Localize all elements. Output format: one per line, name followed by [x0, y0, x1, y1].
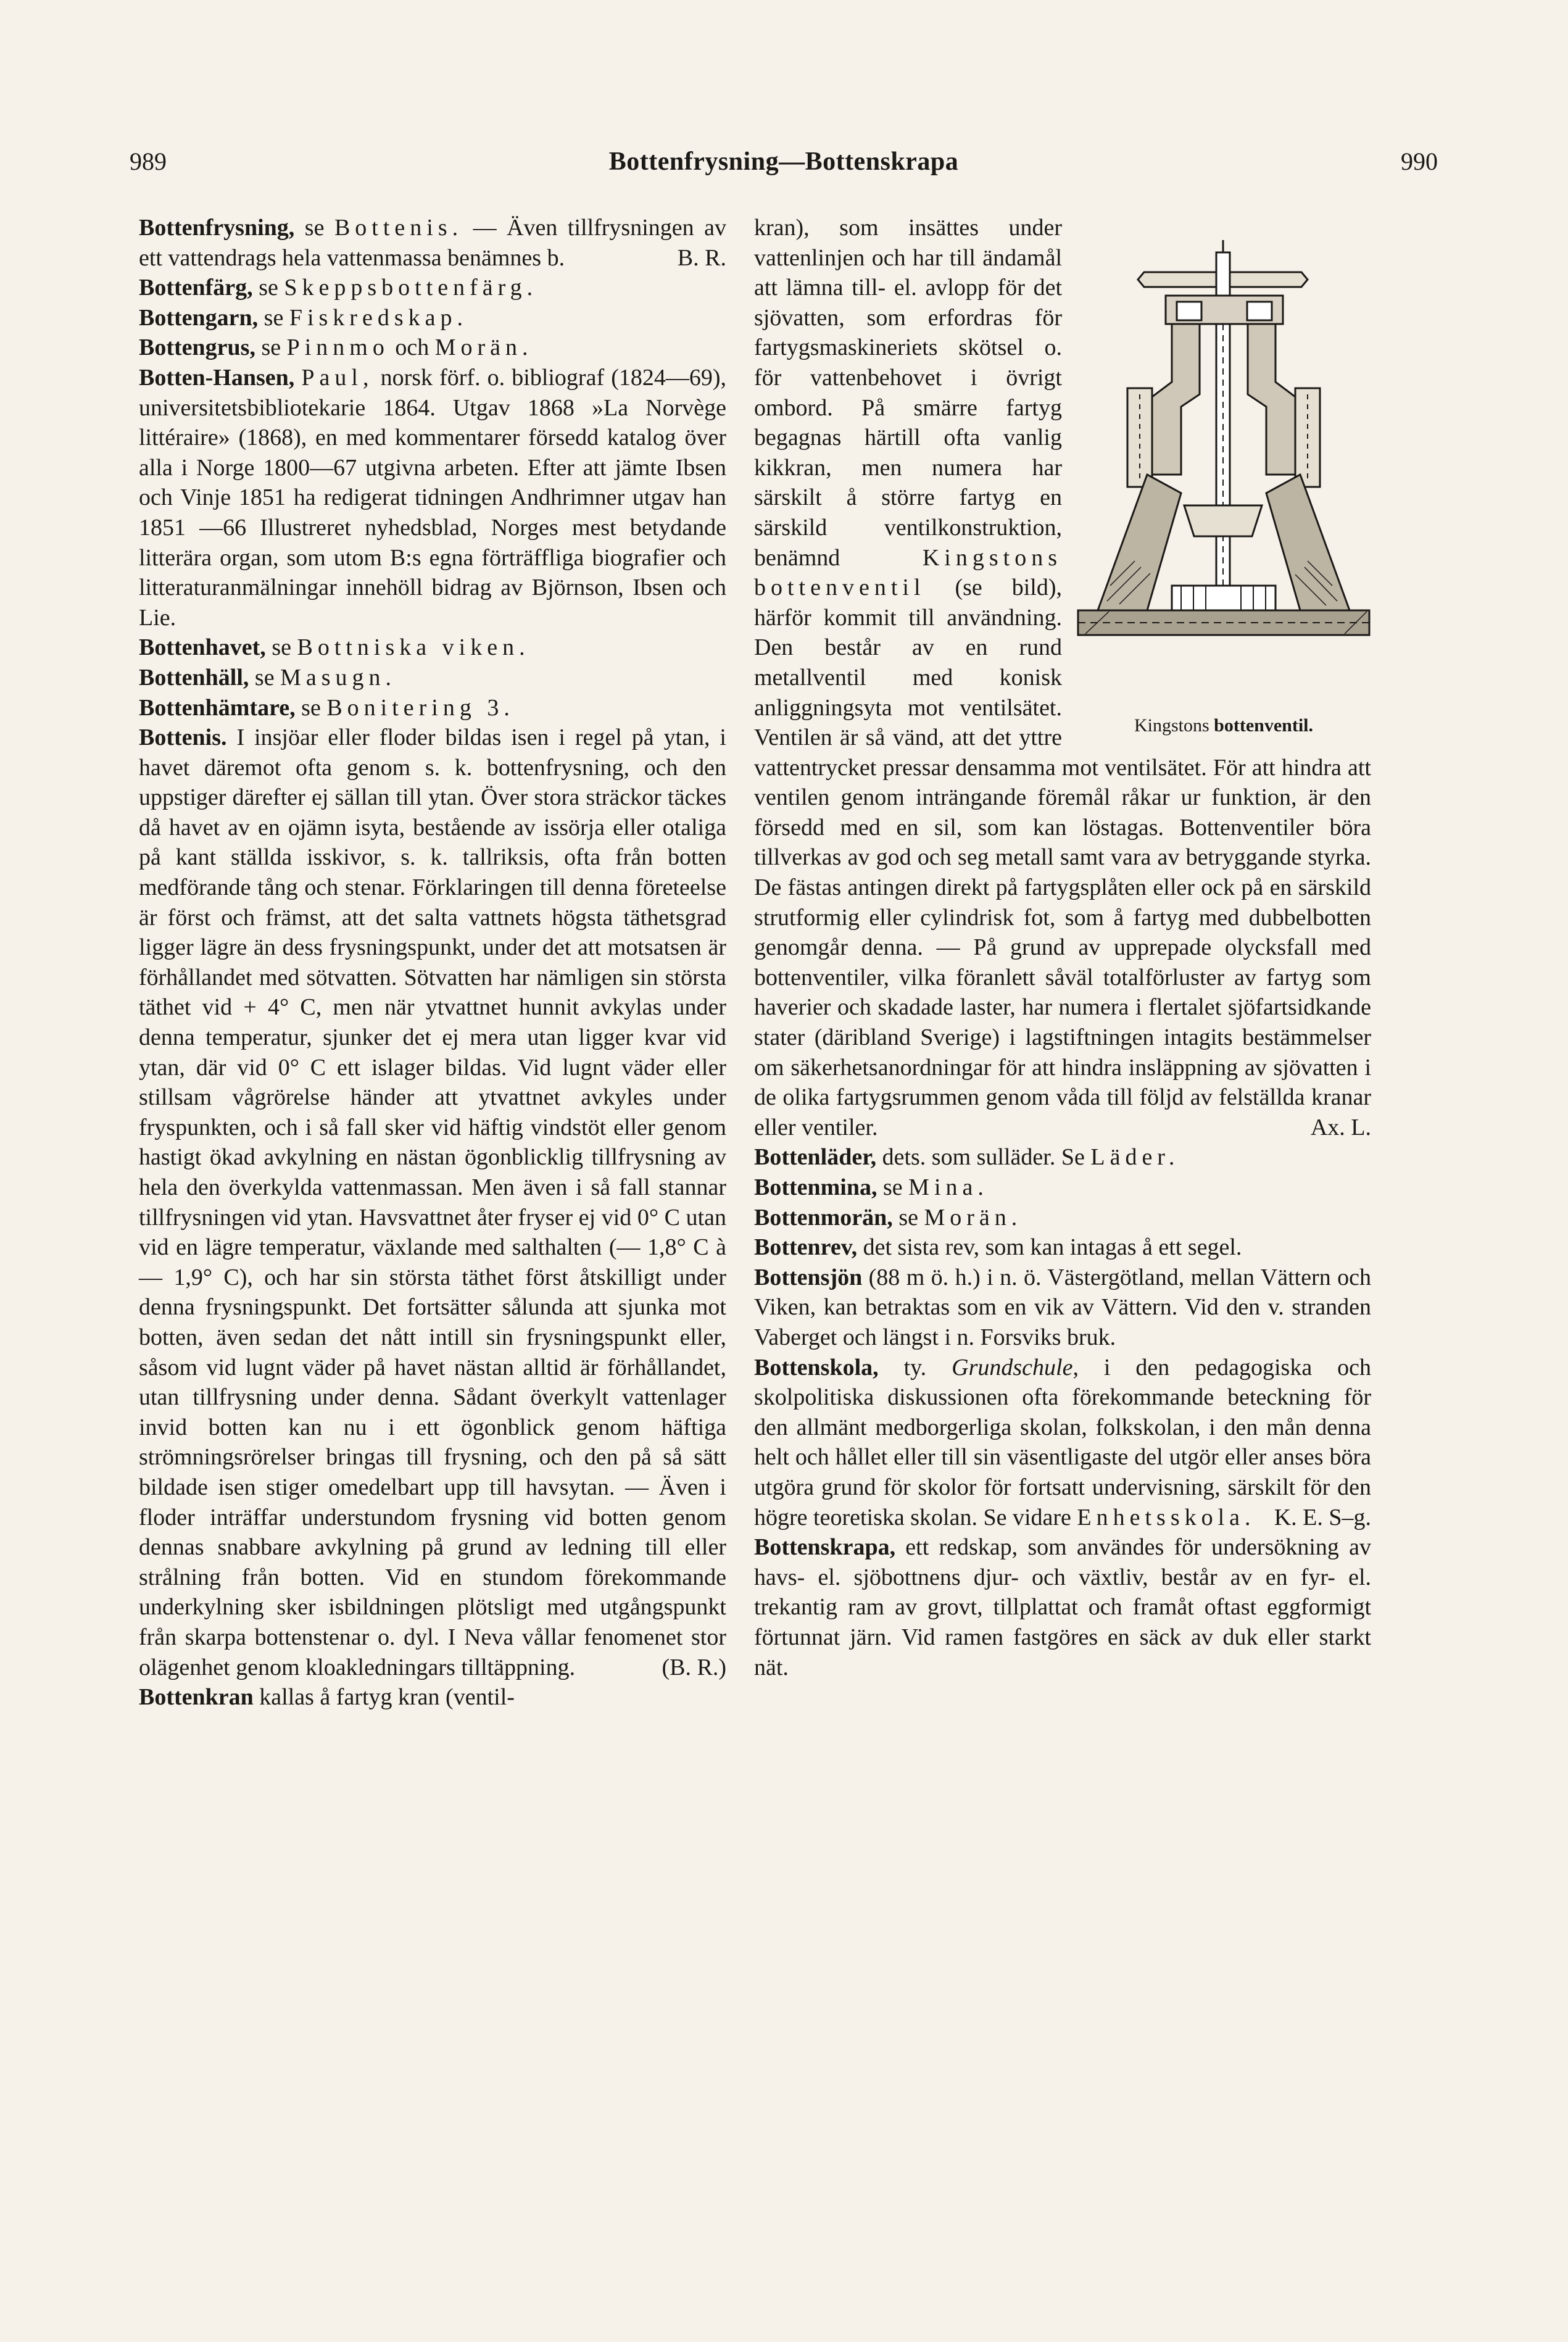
entry-bottenskola [754, 1353, 1371, 1533]
entry-text: det sista rev, som kan intagas å ett segel. [857, 1234, 1242, 1261]
entry-bottenfrysning [139, 213, 726, 273]
entry-text: dets. som sulläder. Se [876, 1144, 1091, 1171]
entry-text: se [294, 215, 334, 241]
figure-caption [1073, 715, 1374, 737]
entry-bottenskrapa [754, 1532, 1371, 1682]
entry-text: se [255, 334, 287, 361]
entry-headword: Bottenmorän, [754, 1204, 893, 1231]
entry-bottenis [139, 723, 726, 1682]
entry-bottenmoran [754, 1203, 1371, 1233]
entry-text: se [892, 1204, 924, 1231]
right-column [754, 213, 1371, 1682]
cross-reference: Pinnmo [286, 334, 389, 361]
entry-text: (se bild), härför kommit till användning. Den består av en rund metallventil med konisk anliggningsyta mot ventilsätet. Ventilen är så vänd, att det yttre vattentrycket pressar densamma mot ventilsätet. För att hindra att ventilen genom inträngande föremål råkar ur funktion, är den försedd med en sil, som kan löstagas. Bottenventiler böra tillverkas av god och seg metall samt vara av betryggande styrka. De fästas antingen direkt på fartygsplåten eller ock på en särskild strutformig eller cylindrisk fot, som å fartyg med dubbelbotten genomgår denna. — På grund av upprepade olycksfall med bottenventiler, vilka föranlett såväl totalförluster av fartyg som haverier och skadade laster, har numera i flertalet sjöfartsidkande stater (däribland Sverige) i lagstiftningen intagits bestämmelser om säkerhetsanordningar för att hindra insläppning av sjövatten i de olika fartygsrummen genom våda till följd av felställda kranar eller ventiler. [754, 575, 1371, 1140]
entry-text: kallas å fartyg kran (ventil- [253, 1684, 515, 1711]
entry-text: — Även tillfrysningen av ett vattendrags hela vattenmassa benämnes b. [139, 215, 726, 271]
valve-figure [1073, 215, 1374, 737]
cross-reference: Bonitering 3. [326, 694, 515, 721]
entry-headword: Bottenskola, [754, 1354, 879, 1381]
entry-bottenfarg [139, 273, 726, 303]
cross-reference: Morän. [924, 1204, 1023, 1231]
kingston-valve-illustration [1073, 215, 1374, 709]
entry-text: I insjöar eller floder bildas isen i regel på ytan, i havet däremot ofta genom s. k. bottenfrysning, och den uppstiger därefter ej sällan till ytan. Över stora sträckor täckes då havet av en ojämn isyta, bestående av issörja eller otaliga på kant ställda isskivor, s. k. tallriksis, ofta från botten medförande tång och stenar. Förklaringen till denna företeelse är först och främst, att det salta vattnets högsta täthetsgrad ligger lägre än dess frysningspunkt, under det att motsatsen är förhållandet med sötvatten. Sötvatten har nämligen sin största täthet vid + 4° C, men när ytvattnet hunnit avkylas under denna temperatur, sjunker det ej mera utan ligger kvar vid ytan, där vid 0° C ett islager bildas. Vid lugnt väder eller stillsam vågrörelse händer att ytvattnet avkyles under fryspunkten, och i så fall sker vid häftig vindstöt eller genom hastigt ökad avkylning en nästan ögonblicklig tillfrysning av hela den överkylda vattenmassan. Men även i så fall stannar tillfrysningen vid ytan. Havsvattnet åter fryser ej vid 0° C utan vid en lägre temperatur, växlande med salthalten (— 1,8° C à — 1,9° C), och har sin största täthet först åtskilligt under denna frysningspunkt. Det fortsätter sålunda att sjunka mot botten, även sedan det nått intill sin frysningspunkt eller, såsom vid lugnt väder på havet nästan alltid är förhållandet, utan tillfrysning under denna. Sådant överkylt vattenlager invid botten kan nu i ett ögonblick genom häftiga strömningsrörelser bringas till frysning, och den på så sätt bildade isen stiger omedelbart upp till havsytan. — Även i floder inträffar understundom frysning vid botten genom dennas snabbare avkylning på grund av ledning till eller strålning från botten. Vid en stundom förekommande underkylning sker isbildningen plötsligt med utgångspunkt från skarpa bottenstenar o. dyl. I Neva vållar fenomenet stor olägenhet genom kloakledningars tilltäppning. [139, 725, 726, 1680]
cross-reference: Morän. [434, 334, 533, 361]
entry-headword: Bottengrus, [139, 334, 255, 361]
entry-text: (88 m ö. h.) i n. ö. Västergötland, mellan Vättern och Viken, kan betraktas som en vik av Vättern. Vid den v. stranden Vaberget och längst i n. Forsviks bruk. [754, 1264, 1371, 1350]
entry-text: , i den pedagogiska och skolpolitiska diskussionen ofta förekommande beteckning för den allmänt medborgerliga skolan, folkskolan, i den mån denna helt och hållet eller till sin väsentligaste del utgör eller anses böra utgöra grund för skolor för fortsatt undervisning, särskilt för den högre teoretiska skolan. Se vidare [754, 1354, 1371, 1530]
entry-text: se [295, 694, 327, 721]
entry-text: ett redskap, som användes för undersökning av havs- el. sjöbottnens djur- och växtliv, består av en fyr- el. trekantig ram av grovt, tillplattat och framåt oftast eggformigt förtunnat järn. Vid ramen fastgöres en säck av duk eller starkt nät. [754, 1534, 1371, 1680]
cross-reference: Masugn. [280, 664, 397, 691]
entry-headword: Bottenskrapa, [754, 1534, 896, 1561]
author-signature: Ax. L. [1310, 1114, 1371, 1140]
entry-headword: Bottenrev, [754, 1234, 858, 1261]
entry-text: se [258, 304, 289, 331]
entry-headword: Bottenhämtare, [139, 694, 296, 721]
cross-reference: Fiskredskap. [289, 304, 468, 331]
cross-reference: Bottniska viken. [297, 634, 530, 661]
entry-text: se [252, 275, 284, 301]
entry-botten-hansen [139, 363, 726, 633]
author-signature: (B. R.) [662, 1654, 726, 1680]
cross-reference: Mina. [908, 1174, 989, 1200]
caption-text: Kingstons [1134, 715, 1214, 736]
entry-headword: Bottenfärg, [139, 275, 253, 301]
entry-text: se [265, 634, 297, 661]
entry-bottenkran [139, 1682, 726, 1713]
entry-bottenhall [139, 663, 726, 693]
foreign-term: Grundschule [952, 1354, 1073, 1381]
left-column [139, 213, 726, 1713]
person-name: Paul, [301, 364, 374, 391]
entry-headword: Bottenis. [139, 725, 227, 751]
running-title: Bottenfrysning—Bottenskrapa [608, 147, 959, 176]
entry-bottengrus [139, 333, 726, 363]
entry-text: norsk förf. o. bibliograf (1824—69), universitetsbibliotekarie 1864. Utgav 1868 »La Norvège littéraire» (1868), en med kommentarer försedd katalog över alla i Norge 1800—67 utgivna arbeten. Efter att jämte Ibsen och Vinje 1851 ha redigerat tidningen Andhrimner utgav han 1851 —66 Illustreret nyhedsblad, Norges mest betydande litterära organ, som utom B:s egna förträffliga biografier och litteraturanmälningar innehöll bidrag av Björnson, Ibsen och Lie. [139, 364, 727, 631]
entry-headword: Bottengarn, [139, 304, 259, 331]
entry-bottenmina [754, 1173, 1371, 1203]
entry-headword: Bottenhäll, [139, 664, 249, 691]
page-number-right: 990 [1401, 147, 1438, 175]
entry-text: och [389, 334, 435, 361]
author-signature: B. R. [677, 244, 726, 271]
page-number-left: 989 [130, 147, 167, 175]
entry-text: se [877, 1174, 909, 1200]
cross-reference: Enhetsskola. [1077, 1504, 1256, 1530]
cross-reference: Bottenis. [334, 215, 463, 241]
entry-bottengarn [139, 303, 726, 333]
entry-headword: Bottensjön [754, 1264, 863, 1290]
entry-bottenrev [754, 1232, 1371, 1263]
entry-headword: Botten-Hansen, [139, 364, 295, 391]
entry-bottenhavet [139, 633, 726, 663]
page-header [130, 147, 1438, 190]
entry-headword: Bottenfrysning, [139, 215, 295, 241]
cross-reference: Läder. [1090, 1144, 1180, 1171]
cross-reference: Skeppsbottenfärg. [284, 275, 538, 301]
entry-headword: Bottenläder, [754, 1144, 877, 1171]
author-signature: K. E. S–g. [1274, 1504, 1371, 1530]
entry-text: se [249, 664, 281, 691]
caption-text-bold: bottenventil. [1214, 715, 1313, 736]
entry-text: ty. [878, 1354, 952, 1381]
entry-text: kran), som insättes under vattenlinjen och har till ändamål att lämna till- el. avlopp för det sjövatten, som erfordras för fartygsmaskineriets skötsel o. för vattenbehovet i övrigt ombord. På smärre fartyg begagnas härtill ofta vanlig kikkran, men numera har särskilt å större fartyg en särskild ventilkonstruktion, benämnd [754, 215, 1062, 571]
entry-bottenhamtare [139, 693, 726, 723]
entry-headword: Bottenhavet, [139, 634, 266, 661]
entry-headword: Bottenkran [139, 1684, 254, 1711]
cross-reference: Kingstons bottenventil [754, 544, 1062, 601]
entry-bottenlader [754, 1142, 1371, 1173]
entry-bottensjon [754, 1263, 1371, 1353]
entry-headword: Bottenmina, [754, 1174, 877, 1200]
